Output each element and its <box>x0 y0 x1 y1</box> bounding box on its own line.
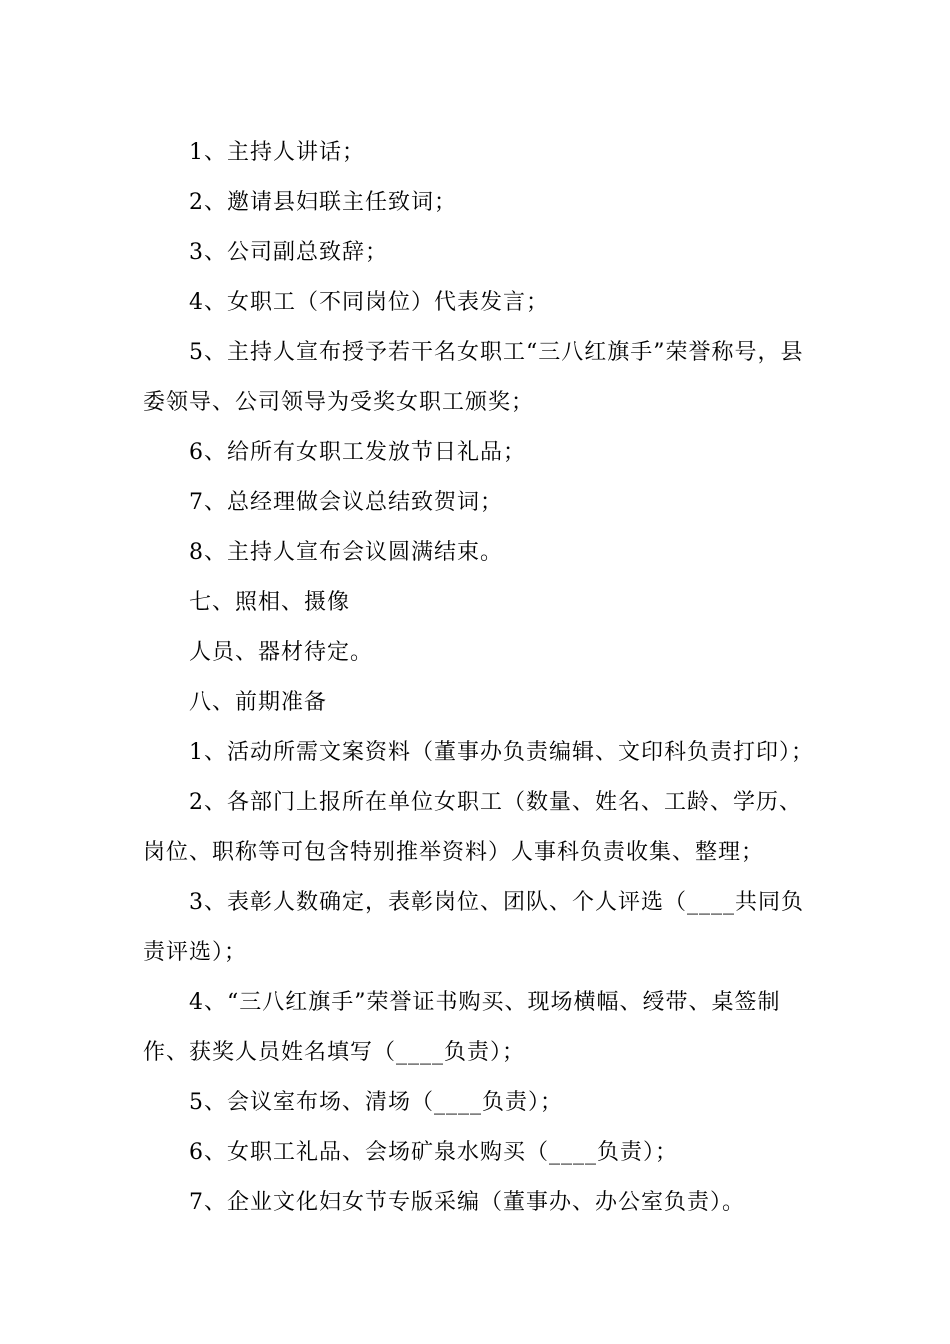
agenda-item-6: 6、给所有女职工发放节日礼品； <box>189 440 526 465</box>
prep-item-3: 3、表彰人数确定，表彰岗位、团队、个人评选（____共同负责评选）； <box>143 890 804 965</box>
prep-item-1: 1、活动所需文案资料（董事办负责编辑、文印科负责打印）； <box>189 740 814 765</box>
agenda-item-7: 7、总经理做会议总结致贺词； <box>189 490 503 515</box>
prep-item-5: 5、会议室布场、清场（____负责）； <box>189 1090 563 1115</box>
agenda-item-5: 5、主持人宣布授予若干名女职工“三八红旗手”荣誉称号，县委领导、公司领导为受奖女职工颁奖； <box>143 340 804 415</box>
section-heading-preparation: 八、前期准备 <box>189 690 328 715</box>
prep-item-2: 2、各部门上报所在单位女职工（数量、姓名、工龄、学历、岗位、职称等可包含特别推举资料）人事科负责收集、整理； <box>143 790 802 865</box>
agenda-item-1: 1、主持人讲话； <box>189 140 365 165</box>
agenda-item-8: 8、主持人宣布会议圆满结束。 <box>189 540 503 565</box>
photo-staff-note: 人员、器材待定。 <box>189 640 374 665</box>
agenda-item-4: 4、女职工（不同岗位）代表发言； <box>189 290 549 315</box>
prep-item-7: 7、企业文化妇女节专版采编（董事办、办公室负责）。 <box>189 1190 745 1215</box>
prep-item-6: 6、女职工礼品、会场矿泉水购买（____负责）； <box>189 1140 678 1165</box>
agenda-item-2: 2、邀请县妇联主任致词； <box>189 190 457 215</box>
document-body <box>143 128 823 1228</box>
agenda-item-3: 3、公司副总致辞； <box>189 240 388 265</box>
section-heading-photo: 七、照相、摄像 <box>189 590 351 615</box>
prep-item-4: 4、“三八红旗手”荣誉证书购买、现场横幅、绶带、桌签制作、获奖人员姓名填写（____负责）； <box>143 990 781 1065</box>
